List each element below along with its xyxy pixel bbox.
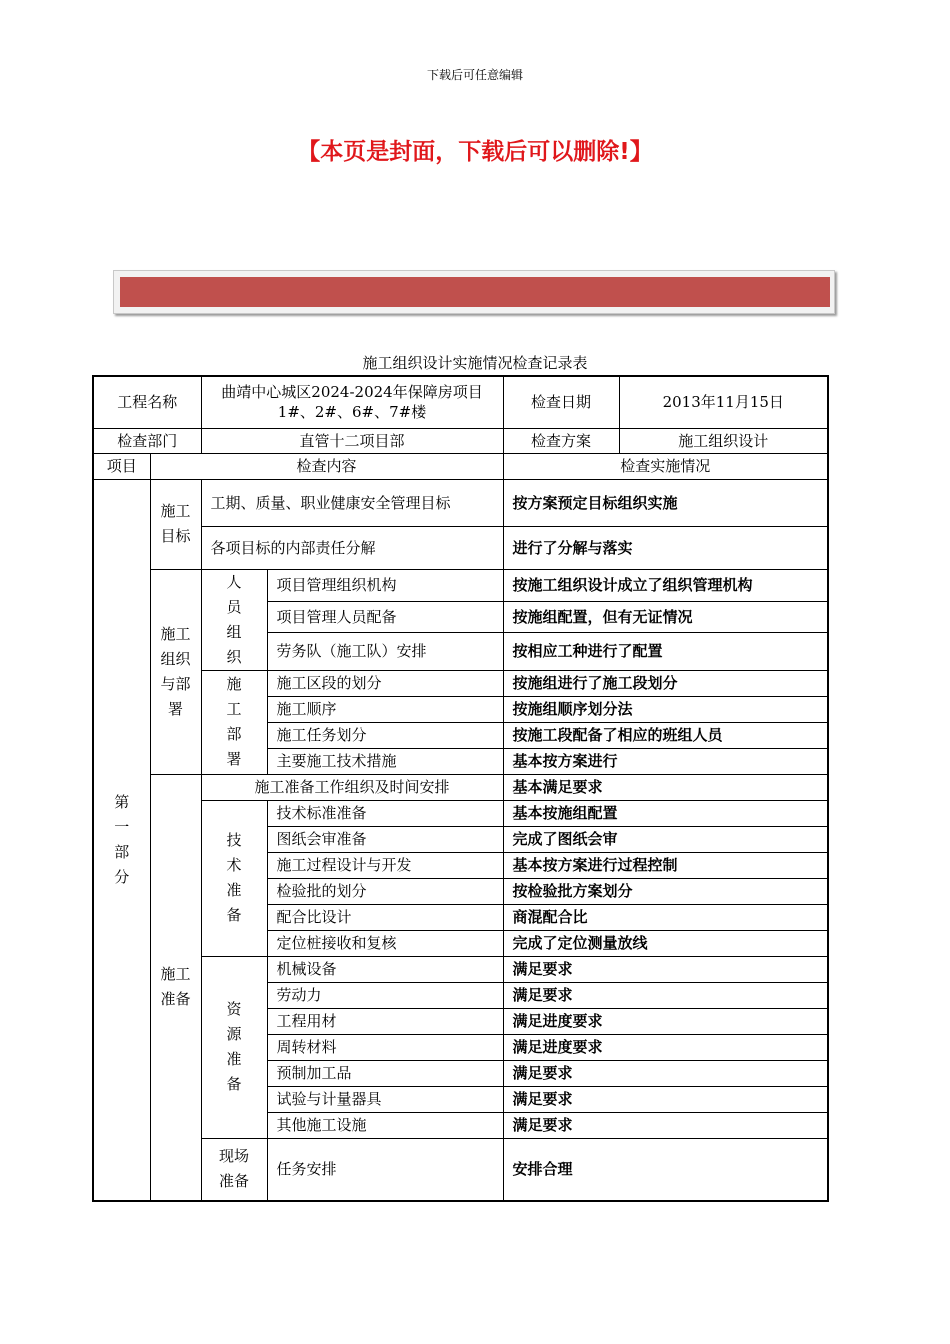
status-cell: 商混配合比 (503, 904, 828, 930)
label-check-dept: 检查部门 (93, 428, 201, 453)
table-header-row (93, 453, 828, 479)
group-organization: 施工组织与部署 (150, 569, 201, 774)
status-cell: 基本按施组配置 (503, 800, 828, 826)
status-cell: 进行了分解与落实 (503, 526, 828, 569)
content-cell: 劳动力 (267, 982, 503, 1008)
status-cell: 基本按方案进行 (503, 748, 828, 774)
content-cell: 劳务队（施工队）安排 (267, 632, 503, 670)
content-cell: 工程用材 (267, 1008, 503, 1034)
table-row (93, 479, 828, 526)
content-cell: 任务安排 (267, 1138, 503, 1201)
content-cell: 各项目标的内部责任分解 (201, 526, 503, 569)
table-row (93, 428, 828, 453)
value-check-date: 2013年11月15日 (619, 376, 828, 428)
part-label: 第一部分 (93, 479, 150, 1201)
status-cell: 按施工组织设计成立了组织管理机构 (503, 569, 828, 602)
value-check-dept: 直管十二项目部 (201, 428, 503, 453)
content-cell: 主要施工技术措施 (267, 748, 503, 774)
content-cell: 机械设备 (267, 956, 503, 982)
status-cell: 满足要求 (503, 1086, 828, 1112)
content-cell: 施工任务划分 (267, 722, 503, 748)
group-technical: 技术准备 (201, 800, 267, 956)
status-cell: 按施组进行了施工段划分 (503, 670, 828, 696)
status-cell: 按检验批方案划分 (503, 878, 828, 904)
content-cell: 技术标准准备 (267, 800, 503, 826)
status-cell: 基本满足要求 (503, 774, 828, 800)
decorative-banner (113, 270, 835, 314)
cover-notice: 【本页是封面，下载后可以删除!】 (297, 139, 653, 165)
inspection-record-table (92, 375, 829, 1202)
group-preparation: 施工准备 (150, 774, 201, 1201)
content-cell: 预制加工品 (267, 1060, 503, 1086)
group-personnel: 人员组织 (201, 569, 267, 670)
label-check-plan: 检查方案 (503, 428, 619, 453)
content-cell: 工期、质量、职业健康安全管理目标 (201, 479, 503, 526)
content-cell: 周转材料 (267, 1034, 503, 1060)
content-cell: 检验批的划分 (267, 878, 503, 904)
status-cell: 满足要求 (503, 982, 828, 1008)
group-targets: 施工目标 (150, 479, 201, 569)
banner-fill (120, 277, 830, 307)
status-cell: 按方案预定目标组织实施 (503, 479, 828, 526)
status-cell: 完成了定位测量放线 (503, 930, 828, 956)
header-item: 项目 (93, 453, 150, 479)
header-check-content: 检查内容 (150, 453, 503, 479)
status-cell: 按相应工种进行了配置 (503, 632, 828, 670)
status-cell: 满足进度要求 (503, 1008, 828, 1034)
content-cell: 项目管理组织机构 (267, 569, 503, 602)
content-cell: 项目管理人员配备 (267, 602, 503, 633)
content-cell: 施工过程设计与开发 (267, 852, 503, 878)
table-row (93, 670, 828, 696)
status-cell: 按施组顺序划分法 (503, 696, 828, 722)
status-cell: 满足要求 (503, 1060, 828, 1086)
content-cell: 配合比设计 (267, 904, 503, 930)
value-check-plan: 施工组织设计 (619, 428, 828, 453)
content-cell: 图纸会审准备 (267, 826, 503, 852)
table-row (93, 1138, 828, 1201)
content-cell: 施工顺序 (267, 696, 503, 722)
status-cell: 满足要求 (503, 1112, 828, 1138)
content-cell: 施工区段的划分 (267, 670, 503, 696)
table-row (93, 376, 828, 428)
table-row (93, 774, 828, 800)
content-cell: 试验与计量器具 (267, 1086, 503, 1112)
content-cell: 定位桩接收和复核 (267, 930, 503, 956)
status-cell: 基本按方案进行过程控制 (503, 852, 828, 878)
group-deployment: 施工部署 (201, 670, 267, 774)
table-row (93, 569, 828, 602)
table-row (93, 800, 828, 826)
value-project-name: 曲靖中心城区2024-2024年保障房项目1#、2#、6#、7#楼 (201, 376, 503, 428)
status-cell: 满足进度要求 (503, 1034, 828, 1060)
header-note: 下载后可任意编辑 (426, 68, 523, 82)
content-cell: 其他施工设施 (267, 1112, 503, 1138)
group-site: 现场准备 (201, 1138, 267, 1201)
content-cell: 施工准备工作组织及时间安排 (201, 774, 503, 800)
group-resources: 资源准备 (201, 956, 267, 1138)
status-cell: 安排合理 (503, 1138, 828, 1201)
table-title: 施工组织设计实施情况检查记录表 (362, 354, 588, 372)
table-row (93, 956, 828, 982)
label-project-name: 工程名称 (93, 376, 201, 428)
label-check-date: 检查日期 (503, 376, 619, 428)
status-cell: 按施工段配备了相应的班组人员 (503, 722, 828, 748)
header-check-status: 检查实施情况 (503, 453, 828, 479)
status-cell: 按施组配置，但有无证情况 (503, 602, 828, 633)
status-cell: 完成了图纸会审 (503, 826, 828, 852)
table-row (93, 526, 828, 569)
status-cell: 满足要求 (503, 956, 828, 982)
